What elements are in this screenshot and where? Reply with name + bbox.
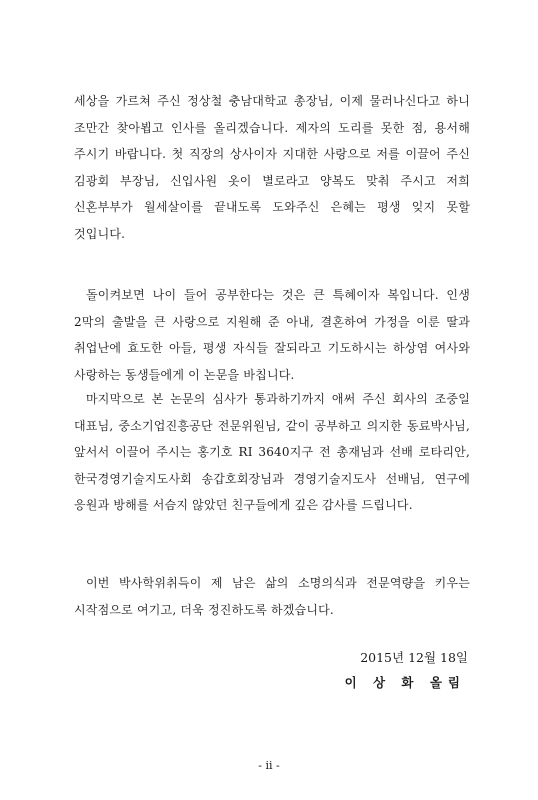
- signature-author: 이 상 화 올림: [344, 675, 466, 690]
- paragraph-colleagues: 마지막으로 본 논문의 심사가 통과하기까지 애써 주신 회사의 조중일 대표님, 중소기업진흥공단 전문위원님, 같이 공부하고 의지한 동료박사님, 앞서서 이끌어 주시는 홍기호 RI 3640지구 전 총재님과 선배 로타리안, 한국경영기술지도사회 송갑호회장님과 경영기술지도사 선배님, 연구에 응원과 방해를 서슴지 않았던 친구들에게 깊은 감사를 드립니다.: [74, 392, 470, 512]
- page-number: - ii -: [258, 759, 280, 772]
- signature-date: 2015년 12월 18일: [360, 650, 468, 665]
- paragraph-resolution: 이번 박사학위취득이 제 남은 삶의 소명의식과 전문역량을 키우는 시작점으로 여기고, 더욱 정진하도록 하겠습니다.: [74, 576, 470, 617]
- paragraph-family: 돌이켜보면 나이 들어 공부한다는 것은 큰 특혜이자 복입니다. 인생 2막의 출발을 큰 사랑으로 지원해 준 아내, 결혼하여 가정을 이룬 딸과 취업난에 효도한 아들, 평생 자식들 잘되라고 기도하시는 하상염 여사와 사랑하는 동생들에게 이 논문을 바칩니다.: [74, 288, 470, 382]
- paragraph-mentors: 세상을 가르쳐 주신 정상철 충남대학교 총장님, 이제 물러나신다고 하니 조만간 찾아뵙고 인사를 올리겠습니다. 제자의 도리를 못한 점, 용서해 주시기 바랍니다. 첫 직장의 상사이자 지대한 사랑으로 저를 이끌어 주신 김광회 부장님, 신입사원 옷이 별로라고 양복도 맞춰 주시고 저희 신혼부부가 월세살이를 끝내도록 도와주신 은혜는 평생 잊지 못할 것입니다.: [74, 94, 470, 241]
